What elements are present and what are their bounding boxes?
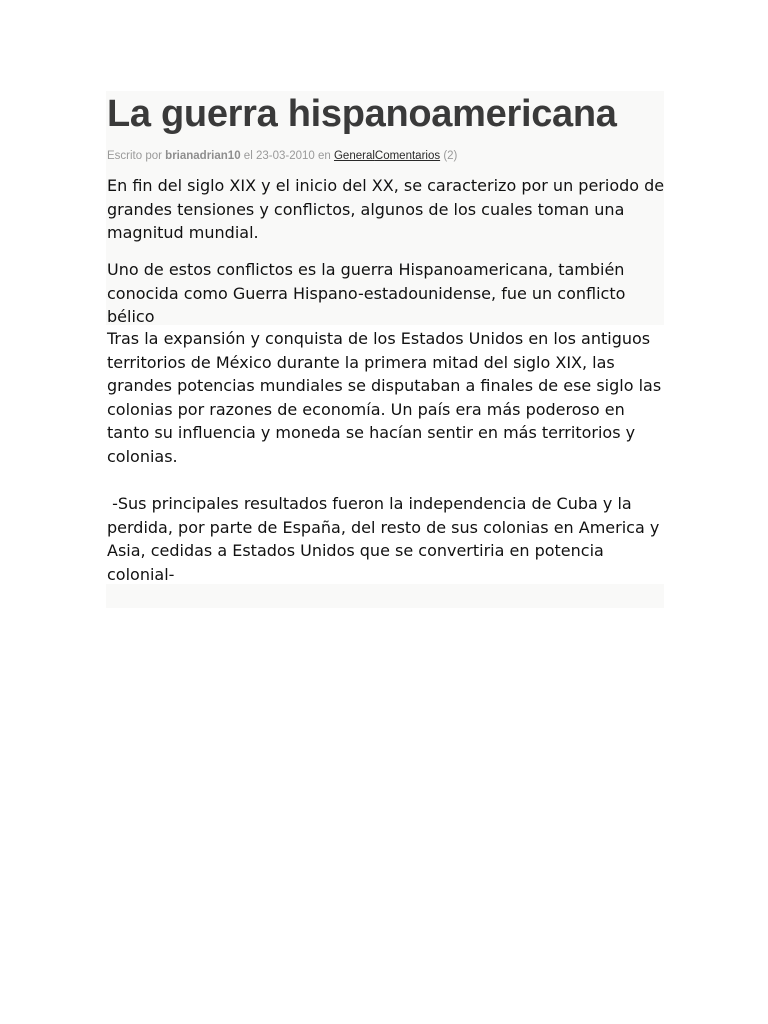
article-footer-panel <box>106 584 664 608</box>
paragraph-expansion: Tras la expansión y conquista de los Estados Unidos en los antiguos territorios de México durante la primera mitad del siglo XIX, las grandes potencias mundiales se disputaban a finales de ese siglo las colonias por razones de economía. Un país era más poderoso en tanto su influencia y moneda se hacían sentir en más territorios y colonias. <box>107 329 662 466</box>
article-meta <box>107 149 457 163</box>
post-date: 23-03-2010 <box>255 150 315 162</box>
author-name: brianadrian10 <box>165 150 241 162</box>
category-prefix: en <box>317 150 331 162</box>
date-prefix: el <box>243 150 253 162</box>
comments-count: (2) <box>443 150 458 162</box>
category-link[interactable]: General <box>333 150 375 162</box>
paragraph-results: -Sus principales resultados fueron la independencia de Cuba y la perdida, por parte de España, del resto de sus colonias en America y Asia, cedidas a Estados Unidos que se convertiria en potencia colonial- <box>107 494 665 584</box>
written-by-label: Escrito por <box>107 150 162 162</box>
paragraph-conflict: Uno de estos conflictos es la guerra Hispanoamericana, también conocida como Guerra Hispano-estadounidense, fue un conflicto bélico <box>107 260 626 326</box>
article-title: La guerra hispanoamericana <box>107 93 617 135</box>
comments-link[interactable]: Comentarios <box>374 150 441 162</box>
paragraph-intro: En fin del siglo XIX y el inicio del XX, se caracterizo por un periodo de grandes tensiones y conflictos, algunos de los cuales toman una magnitud mundial. <box>107 176 665 242</box>
